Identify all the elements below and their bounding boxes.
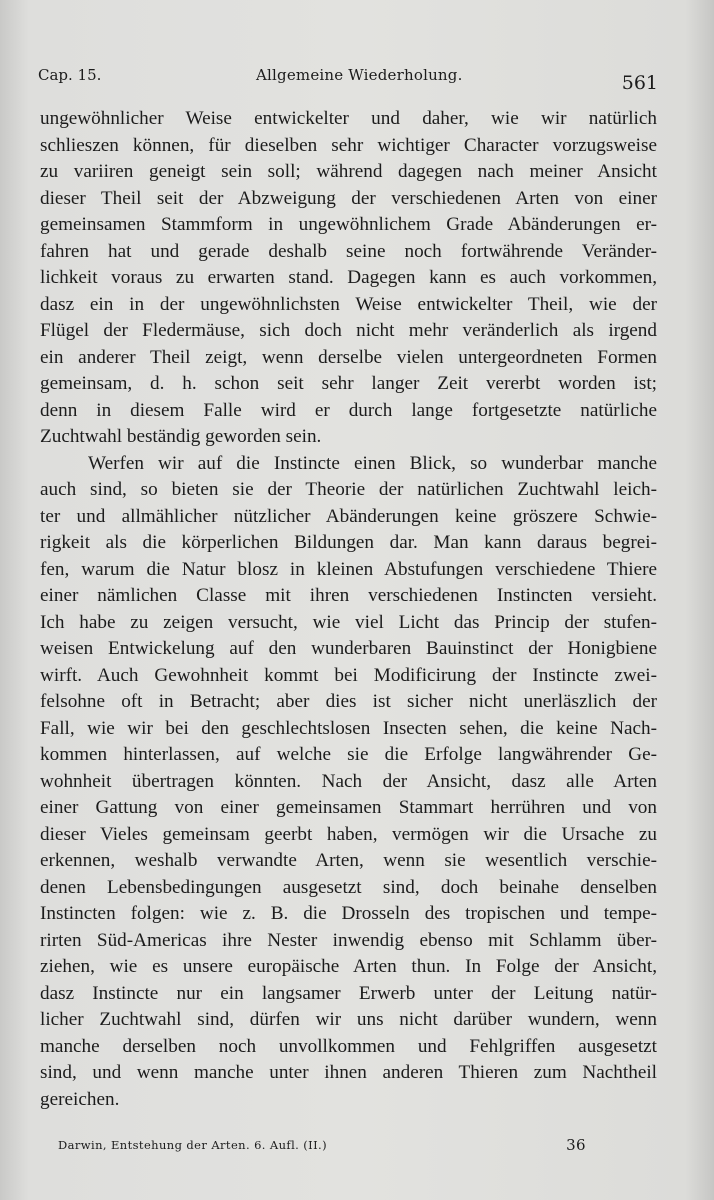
sheet-footer (58, 1136, 598, 1158)
text-line: gemeinsamen Stammform in ungewöhnlichem Grade Abänderungen er- (40, 214, 657, 235)
text-line: dieser Vieles gemeinsam geerbt haben, vermögen wir die Ursache zu (40, 823, 657, 845)
text-line: Ich habe zu zeigen versucht, wie viel Licht das Princip der stufen- (40, 611, 657, 633)
text-line: gemeinsam, d. h. schon seit sehr langer Zeit vererbt worden ist; (40, 373, 657, 394)
text-line: lichkeit voraus zu erwarten stand. Dagegen kann es auch vorkommen, (40, 267, 657, 288)
text-line: ziehen, wie es unsere europäische Arten thun. In Folge der Ansicht, (40, 956, 657, 977)
chapter-label: Cap. 15. (38, 66, 102, 84)
text-line: Werfen wir auf die Instincte einen Blick, so wunderbar manche (88, 452, 657, 474)
sheet-number: 36 (566, 1136, 586, 1154)
text-line: ein anderer Theil zeigt, wenn derselbe vielen untergeordneten Formen (40, 346, 657, 368)
text-line: erkennen, weshalb verwandte Arten, wenn sie wesentlich verschie- (40, 850, 657, 871)
paragraph (40, 106, 657, 451)
text-line: ter und allmählicher nützlicher Abänderungen keine gröszere Schwie- (40, 505, 657, 527)
text-line: denen Lebensbedingungen ausgesetzt sind, doch beinahe denselben (40, 876, 657, 898)
text-line: denn in diesem Falle wird er durch lange fortgesetzte natürliche (40, 399, 657, 421)
text-line: gereichen. (40, 1088, 120, 1110)
paragraph (40, 451, 657, 1114)
text-line: schlieszen können, für dieselben sehr wichtiger Character vorzugsweise (40, 134, 657, 156)
text-line: wirft. Auch Gewohnheit kommt bei Modificirung der Instincte zwei- (40, 664, 657, 686)
text-line: Zuchtwahl beständig geworden sein. (40, 426, 322, 447)
page-number: 561 (621, 72, 658, 94)
text-line: wohnheit übertragen könnten. Nach der Ansicht, dasz alle Arten (40, 770, 657, 792)
body-text (40, 106, 657, 1113)
text-line: dasz ein in der ungewöhnlichsten Weise entwickelter Theil, wie der (40, 293, 657, 315)
text-line: sind, und wenn manche unter ihnen anderen Thieren zum Nachtheil (40, 1062, 657, 1083)
text-line: Instincten folgen: wie z. B. die Drosseln des tropischen und tempe- (40, 903, 657, 924)
text-line: einer Gattung von einer gemeinsamen Stammart herrühren und von (40, 797, 657, 818)
text-line: dieser Theil seit der Abzweigung der verschiedenen Arten von einer (40, 187, 657, 209)
text-line: fen, warum die Natur blosz in kleinen Abstufungen verschiedene Thiere (40, 558, 657, 580)
text-line: manche derselben noch unvollkommen und Fehlgriffen ausgesetzt (40, 1035, 657, 1057)
running-head (38, 62, 658, 92)
text-line: rigkeit als die körperlichen Bildungen dar. Man kann daraus begrei- (40, 532, 657, 553)
text-line: einer nämlichen Classe mit ihren verschiedenen Instincten versieht. (40, 585, 657, 606)
running-title: Allgemeine Wiederholung. (256, 66, 463, 84)
text-line: weisen Entwickelung auf den wunderbaren Bauinstinct der Honigbiene (40, 638, 657, 659)
text-line: auch sind, so bieten sie der Theorie der natürlichen Zuchtwahl leich- (40, 479, 657, 500)
text-line: kommen hinterlassen, auf welche sie die Erfolge langwährender Ge- (40, 744, 657, 765)
text-line: fahren hat und gerade deshalb seine noch fortwährende Veränder- (40, 240, 657, 262)
text-line: Flügel der Fledermäuse, sich doch nicht mehr veränderlich als irgend (40, 320, 657, 341)
sheet-signature: Darwin, Entstehung der Arten. 6. Aufl. (II.) (58, 1138, 327, 1152)
text-line: Fall, wie wir bei den geschlechtslosen Insecten sehen, die keine Nach- (40, 717, 657, 739)
text-line: licher Zuchtwahl sind, dürfen wir uns nicht darüber wundern, wenn (40, 1009, 657, 1030)
text-line: zu variiren geneigt sein soll; während dagegen nach meiner Ansicht (40, 161, 657, 182)
text-line: dasz Instincte nur ein langsamer Erwerb unter der Leitung natür- (40, 982, 657, 1004)
text-line: felsohne oft in Betracht; aber dies ist sicher nicht unerläszlich der (40, 691, 657, 712)
text-line: ungewöhnlicher Weise entwickelter und daher, wie wir natürlich (40, 108, 657, 129)
text-line: rirten Süd-Americas ihre Nester inwendig ebenso mit Schlamm über- (40, 929, 657, 951)
